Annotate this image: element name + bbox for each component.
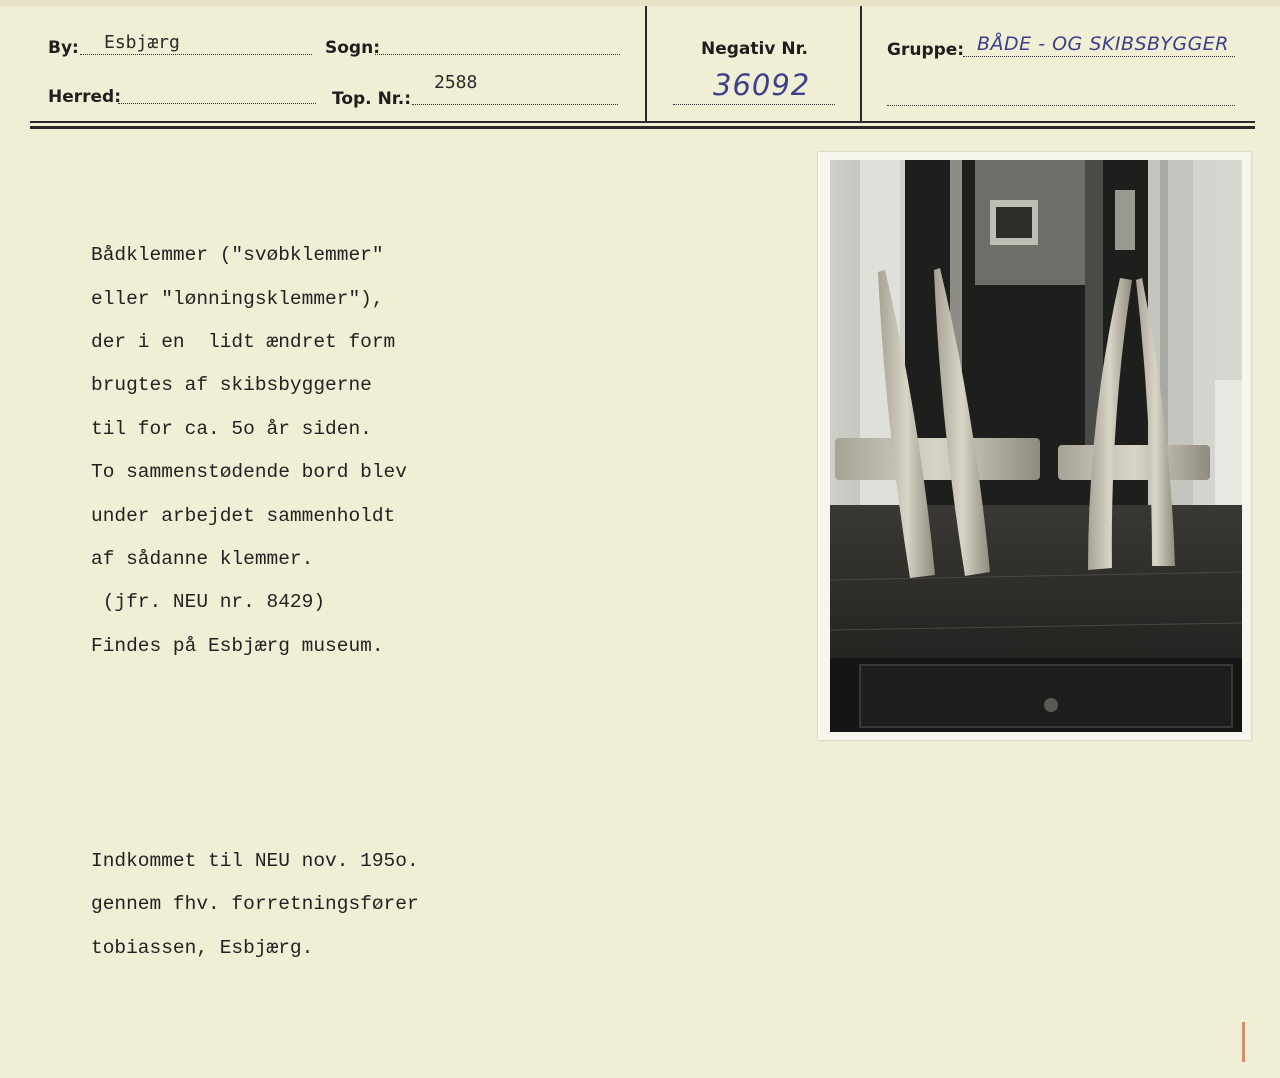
gruppe-value: BÅDE - OG SKIBSBYGGER xyxy=(977,33,1229,55)
description-line: Bådklemmer ("svøbklemmer" xyxy=(91,244,384,266)
description-line: To sammenstødende bord blev xyxy=(91,461,407,483)
by-field-line xyxy=(80,54,312,55)
description-line: til for ca. 5o år siden. xyxy=(91,418,372,440)
negativ-label: Negativ Nr. xyxy=(701,39,808,59)
gruppe-label: Gruppe: xyxy=(887,40,965,60)
herred-label: Herred: xyxy=(48,87,122,107)
sogn-field-line xyxy=(375,54,620,55)
top-nr-field-line xyxy=(412,104,618,105)
sogn-label: Sogn: xyxy=(325,38,380,58)
gruppe-extra-line xyxy=(887,105,1235,106)
description-line: af sådanne klemmer. xyxy=(91,548,314,570)
description-line: der i en lidt ændret form xyxy=(91,331,396,353)
description-line: under arbejdet sammenholdt xyxy=(91,505,396,527)
header-rule-bottom xyxy=(30,126,1255,129)
negativ-value: 36092 xyxy=(713,68,811,102)
provenance-line: tobiassen, Esbjærg. xyxy=(91,937,314,959)
description-line: eller "lønningsklemmer"), xyxy=(91,288,384,310)
header-divider-2 xyxy=(860,6,862,122)
negativ-field-line xyxy=(673,104,835,105)
card-edge xyxy=(0,0,1280,6)
by-label: By: xyxy=(48,38,79,58)
header-rule-top xyxy=(30,121,1255,123)
provenance-line: gennem fhv. forretningsfører xyxy=(91,893,419,915)
paper-stain xyxy=(1242,1022,1245,1062)
by-value: Esbjærg xyxy=(104,32,180,53)
top-nr-label: Top. Nr.: xyxy=(332,89,412,109)
gruppe-field-line xyxy=(963,56,1235,57)
boat-clamps-photo xyxy=(830,160,1242,732)
herred-field-line xyxy=(118,103,316,104)
header-divider-1 xyxy=(645,6,647,122)
provenance-line: Indkommet til NEU nov. 195o. xyxy=(91,850,419,872)
top-nr-value: 2588 xyxy=(434,72,478,93)
description-line: (jfr. NEU nr. 8429) xyxy=(91,591,326,613)
description-line: Findes på Esbjærg museum. xyxy=(91,635,384,657)
description-line: brugtes af skibsbyggerne xyxy=(91,374,372,396)
